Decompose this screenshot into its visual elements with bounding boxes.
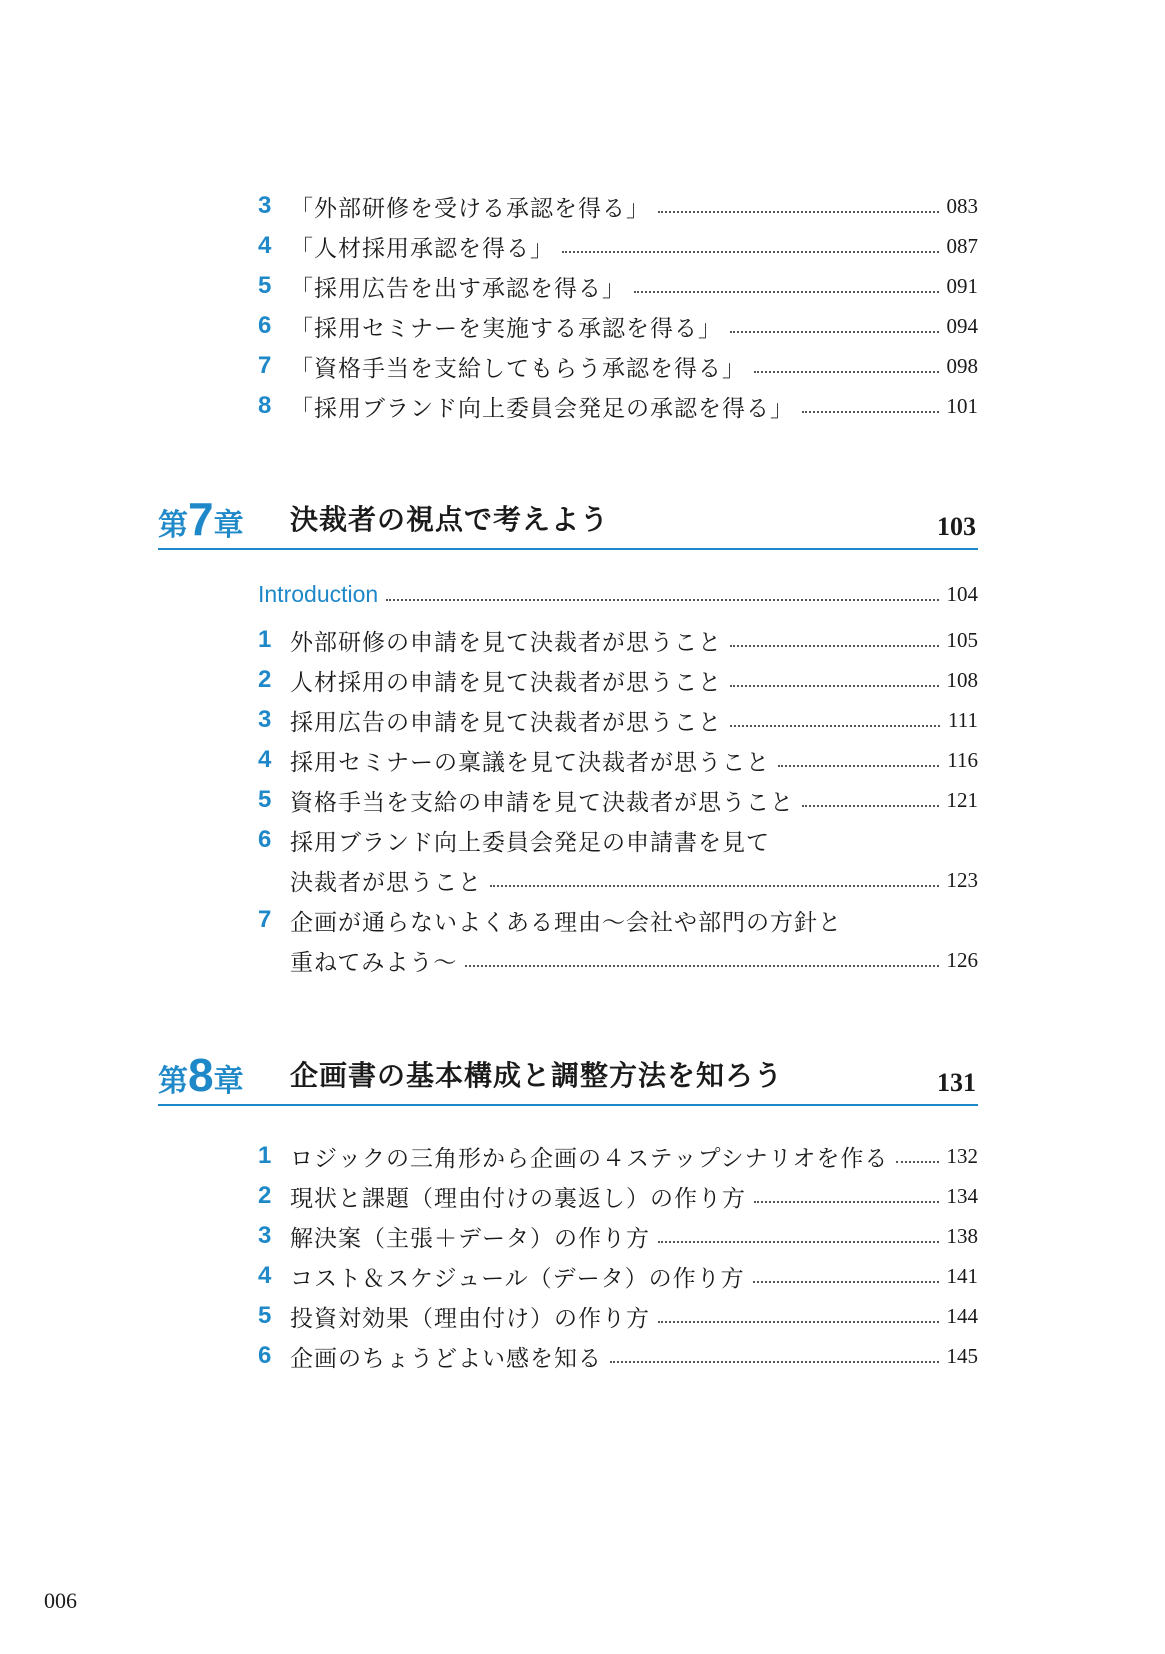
entry-number: 4 bbox=[258, 232, 272, 259]
toc-entry[interactable] bbox=[258, 186, 978, 226]
chapter-heading-7[interactable] bbox=[158, 488, 978, 550]
toc-entry[interactable] bbox=[258, 1296, 978, 1336]
entry-number: 1 bbox=[258, 1142, 272, 1169]
toc-entry[interactable] bbox=[258, 620, 978, 660]
toc-entry[interactable] bbox=[258, 386, 978, 426]
toc-entry-introduction[interactable] bbox=[226, 574, 978, 614]
entry-page: 141 bbox=[946, 1263, 978, 1288]
entry-title: 外部研修の申請を見て決裁者が思うこと bbox=[290, 629, 722, 656]
entry-title: 資格手当を支給の申請を見て決裁者が思うこと bbox=[290, 789, 794, 816]
entry-page: 101 bbox=[946, 393, 978, 418]
entry-page: 108 bbox=[946, 667, 978, 692]
entry-title: 「人材採用承認を得る」 bbox=[290, 235, 554, 262]
entry-page: 105 bbox=[946, 627, 978, 652]
entry-page: 132 bbox=[946, 1143, 978, 1168]
entry-page: 111 bbox=[948, 707, 978, 732]
toc-chapter8-list bbox=[258, 1136, 978, 1376]
dot-leader bbox=[490, 885, 939, 887]
entry-number: 7 bbox=[258, 352, 272, 379]
dot-leader bbox=[753, 1281, 939, 1283]
entry-number: 2 bbox=[258, 1182, 272, 1209]
toc-chapter7-list bbox=[258, 574, 978, 980]
entry-title: 現状と課題（理由付けの裏返し）の作り方 bbox=[290, 1185, 746, 1212]
entry-number: 4 bbox=[258, 1262, 272, 1289]
entry-title: コスト＆スケジュール（データ）の作り方 bbox=[290, 1265, 745, 1292]
entry-number: 4 bbox=[258, 746, 272, 773]
toc-prev-list bbox=[258, 186, 978, 426]
entry-page: 123 bbox=[946, 867, 978, 892]
toc-entry[interactable] bbox=[258, 346, 978, 386]
entry-number: 1 bbox=[258, 626, 272, 653]
entry-page: 134 bbox=[946, 1183, 978, 1208]
entry-number: 7 bbox=[258, 906, 272, 933]
toc-entry[interactable] bbox=[258, 1176, 978, 1216]
dot-leader bbox=[778, 765, 939, 767]
dot-leader bbox=[802, 411, 939, 413]
entry-page: 116 bbox=[947, 747, 978, 772]
toc-entry-continuation[interactable] bbox=[258, 940, 978, 980]
entry-number: 2 bbox=[258, 666, 272, 693]
entry-number: 3 bbox=[258, 1222, 272, 1249]
entry-title: 採用ブランド向上委員会発足の申請書を見て bbox=[290, 829, 770, 856]
dot-leader bbox=[754, 371, 939, 373]
toc-entry[interactable] bbox=[258, 1136, 978, 1176]
entry-title: 企画が通らないよくある理由〜会社や部門の方針と bbox=[290, 909, 842, 936]
page-number: 006 bbox=[44, 1588, 77, 1613]
dot-leader bbox=[658, 1321, 939, 1323]
toc-entry[interactable] bbox=[258, 820, 978, 860]
dot-leader bbox=[386, 599, 938, 601]
entry-page: 144 bbox=[946, 1303, 978, 1328]
chapter-label: 第8章 bbox=[158, 1049, 244, 1101]
toc-entry[interactable] bbox=[258, 1256, 978, 1296]
entry-number: 6 bbox=[258, 826, 272, 853]
entry-page: 098 bbox=[946, 353, 978, 378]
toc-entry[interactable] bbox=[258, 900, 978, 940]
dot-leader bbox=[465, 965, 938, 967]
dot-leader bbox=[730, 331, 939, 333]
chapter-label: 第7章 bbox=[158, 493, 244, 545]
entry-title: 企画のちょうどよい感を知る bbox=[290, 1345, 602, 1372]
entry-title: 採用広告の申請を見て決裁者が思うこと bbox=[290, 709, 722, 736]
toc-entry[interactable] bbox=[258, 226, 978, 266]
chapter-title: 決裁者の視点で考えよう bbox=[290, 503, 610, 536]
entry-number: 5 bbox=[258, 786, 272, 813]
entry-page: 138 bbox=[946, 1223, 978, 1248]
entry-title: 「採用セミナーを実施する承認を得る」 bbox=[290, 315, 722, 342]
toc-entry[interactable] bbox=[258, 740, 978, 780]
entry-number: 6 bbox=[258, 1342, 272, 1369]
entry-number: 5 bbox=[258, 272, 272, 299]
entry-page: 091 bbox=[946, 273, 978, 298]
dot-leader bbox=[802, 805, 939, 807]
dot-leader bbox=[896, 1161, 938, 1163]
toc-entry-continuation[interactable] bbox=[258, 860, 978, 900]
entry-title: 採用セミナーの稟議を見て決裁者が思うこと bbox=[290, 749, 770, 776]
chapter-page: 103 bbox=[937, 512, 976, 541]
entry-title: 解決案（主張＋データ）の作り方 bbox=[290, 1225, 650, 1252]
toc-entry[interactable] bbox=[258, 660, 978, 700]
toc-entry[interactable] bbox=[258, 780, 978, 820]
dot-leader bbox=[610, 1361, 939, 1363]
dot-leader bbox=[754, 1201, 939, 1203]
dot-leader bbox=[634, 291, 939, 293]
toc-entry[interactable] bbox=[258, 306, 978, 346]
entry-title: 投資対効果（理由付け）の作り方 bbox=[290, 1305, 650, 1332]
toc-entry[interactable] bbox=[258, 266, 978, 306]
dot-leader bbox=[658, 211, 939, 213]
chapter-heading-8[interactable] bbox=[158, 1044, 978, 1106]
entry-title-cont: 決裁者が思うこと bbox=[290, 869, 482, 896]
entry-page: 121 bbox=[946, 787, 978, 812]
entry-page: 083 bbox=[946, 193, 978, 218]
entry-page: 104 bbox=[946, 581, 978, 606]
entry-title-cont: 重ねてみよう〜 bbox=[290, 949, 458, 976]
entry-title: Introduction bbox=[258, 580, 379, 607]
entry-number: 6 bbox=[258, 312, 272, 339]
dot-leader bbox=[562, 251, 939, 253]
entry-title: 「資格手当を支給してもらう承認を得る」 bbox=[290, 355, 746, 382]
entry-number: 8 bbox=[258, 392, 272, 419]
entry-page: 126 bbox=[946, 947, 978, 972]
dot-leader bbox=[730, 645, 939, 647]
chapter-title: 企画書の基本構成と調整方法を知ろう bbox=[290, 1059, 784, 1092]
toc-entry[interactable] bbox=[258, 1336, 978, 1376]
chapter-page: 131 bbox=[937, 1068, 976, 1097]
entry-title: 「外部研修を受ける承認を得る」 bbox=[290, 195, 650, 222]
dot-leader bbox=[730, 725, 940, 727]
entry-title: ロジックの三角形から企画の４ステップシナリオを作る bbox=[290, 1145, 889, 1172]
entry-page: 087 bbox=[946, 233, 978, 258]
entry-number: 5 bbox=[258, 1302, 272, 1329]
toc-entry[interactable] bbox=[258, 700, 978, 740]
entry-title: 人材採用の申請を見て決裁者が思うこと bbox=[290, 669, 722, 696]
entry-number: 3 bbox=[258, 192, 272, 219]
toc-entry[interactable] bbox=[258, 1216, 978, 1256]
entry-number: 3 bbox=[258, 706, 272, 733]
entry-page: 094 bbox=[946, 313, 978, 338]
entry-title: 「採用ブランド向上委員会発足の承認を得る」 bbox=[290, 395, 794, 422]
dot-leader bbox=[730, 685, 939, 687]
entry-page: 145 bbox=[946, 1343, 978, 1368]
entry-title: 「採用広告を出す承認を得る」 bbox=[290, 275, 626, 302]
dot-leader bbox=[658, 1241, 939, 1243]
